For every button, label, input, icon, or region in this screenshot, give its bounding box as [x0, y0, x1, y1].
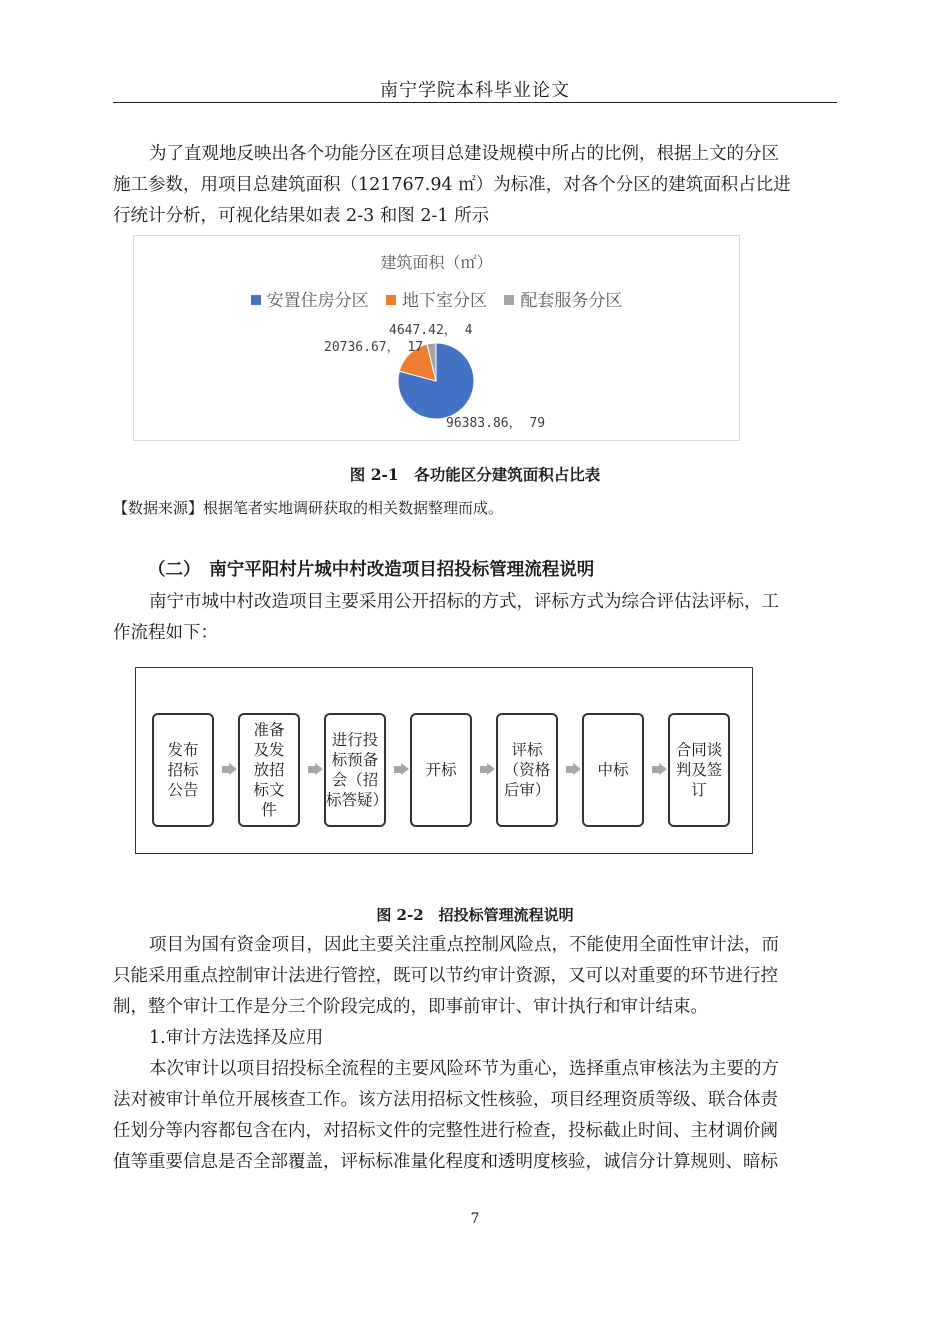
audit-line-3: 制，整个审计工作是分三个阶段完成的，即事前审计、审计执行和审计结束。 [113, 997, 708, 1017]
flow-step-publish-notice: 发布 招标 公告 [152, 713, 214, 827]
chart-title: 建筑面积（㎡） [380, 253, 493, 272]
intro-paragraph [113, 139, 837, 232]
process-line-2: 作流程如下： [113, 623, 218, 643]
pie-chart [134, 236, 739, 440]
flow-step-contract: 合同谈 判及签 订 [668, 713, 730, 827]
intro-line-2: 施工参数，用项目总建筑面积（121767.94 ㎡）为标准，对各个分区的建筑面积占比进 [113, 175, 791, 195]
flow-step-pre-bid-meeting: 进行投 标预备 会（招 标答疑） [324, 713, 386, 827]
flow-step-prepare-documents: 准备 及发 放招 标文 件 [238, 713, 300, 827]
legend-label-services: 配套服务分区 [520, 291, 623, 311]
page-number: 7 [470, 1211, 480, 1227]
data-source-note: 【数据来源】根据笔者实地调研获取的相关数据整理而成。 [113, 499, 504, 517]
subheading-audit-method: 1.审计方法选择及应用 [149, 1028, 324, 1048]
intro-line-3: 行统计分析，可视化结果如表 2-3 和图 2-1 所示 [113, 206, 490, 226]
flow-step-award: 中标 [582, 713, 644, 827]
process-line-1: 南宁市城中村改造项目主要采用公开招标的方式，评标方式为综合评估法评标，工 [149, 592, 779, 612]
figure-2-1-caption: 图 2-1 各功能区分建筑面积占比表 [349, 465, 601, 484]
data-label-basement: 20736.67， 17 [324, 340, 424, 355]
method-line-2: 法对被审计单位开展核查工作。该方法用招标文性核验，项目经理资质等级、联合体责 [113, 1090, 778, 1110]
audit-line-2: 只能采用重点控制审计法进行管控，既可以节约审计资源，又可以对重要的环节进行控 [113, 966, 778, 986]
legend-label-basement: 地下室分区 [402, 291, 487, 311]
data-label-residential: 96383.86， 79 [446, 416, 546, 431]
audit-line-1: 项目为国有资金项目，因此主要关注重点控制风险点，不能使用全面性审计法，而 [149, 935, 779, 955]
process-paragraph [113, 587, 837, 649]
method-line-1: 本次审计以项目招投标全流程的主要风险环节为重心，选择重点审核法为主要的方 [149, 1059, 779, 1079]
method-line-4: 值等重要信息是否全部覆盖，评标标准量化程度和透明度核验，诚信分计算规则、暗标 [113, 1152, 778, 1172]
data-label-services: 4647.42， 4 [389, 323, 473, 338]
section-heading: （二） 南宁平阳村片城中村改造项目招投标管理流程说明 [148, 560, 595, 580]
intro-line-1: 为了直观地反映出各个功能分区在项目总建设规模中所占的比例，根据上文的分区 [149, 144, 779, 164]
legend-label-residential: 安置住房分区 [266, 291, 369, 311]
process-flow-diagram [135, 667, 753, 854]
pie-chart-frame [133, 235, 740, 441]
flow-step-bid-evaluation: 评标 （资格 后审） [496, 713, 558, 827]
flow-step-bid-opening: 开标 [410, 713, 472, 827]
running-header: 南宁学院本科毕业论文 [380, 80, 570, 101]
figure-2-2-caption: 图 2-2 招投标管理流程说明 [376, 906, 574, 924]
method-line-3: 任划分等内容都包含在内，对招标文件的完整性进行检查，投标截止时间、主材调价阈 [113, 1121, 778, 1141]
audit-paragraph [113, 930, 837, 1178]
header-rule [113, 102, 837, 103]
